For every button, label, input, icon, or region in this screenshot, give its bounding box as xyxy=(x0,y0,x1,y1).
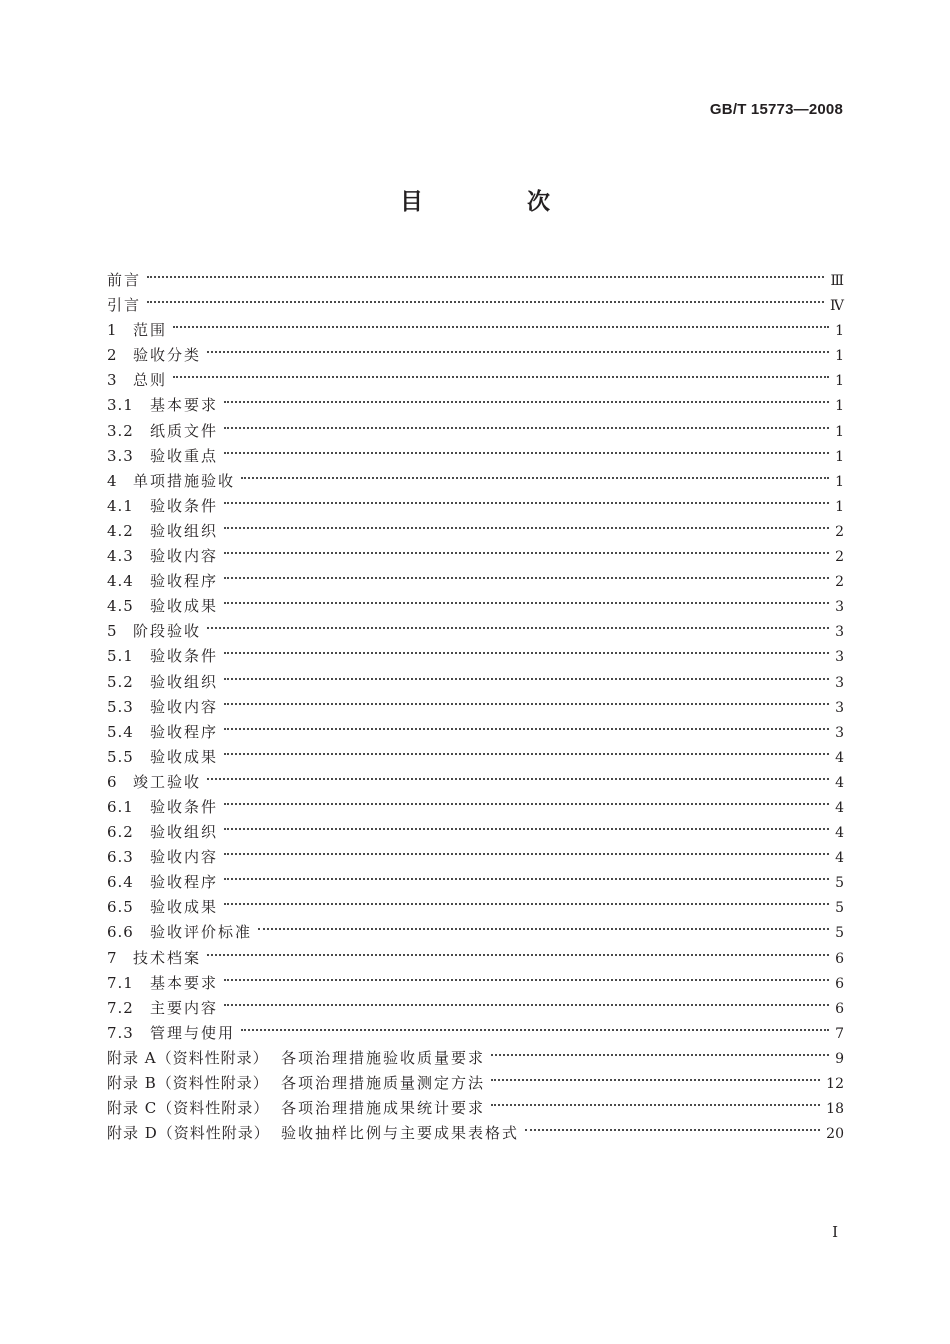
toc-entry-page: 3 xyxy=(835,699,844,716)
toc-entry-label: 验收程序 xyxy=(150,572,219,591)
toc-entry-page: 1 xyxy=(835,448,844,465)
dot-leader xyxy=(207,611,829,636)
toc-entry-label: 各项治理措施成果统计要求 xyxy=(281,1099,486,1118)
toc-entry-label: 管理与使用 xyxy=(150,1023,236,1042)
toc-entry-number: 3.1 xyxy=(107,396,134,415)
toc-entry-label: 各项治理措施质量测定方法 xyxy=(281,1074,486,1092)
dot-leader xyxy=(224,586,829,611)
toc-entry-page: 1 xyxy=(835,498,844,515)
toc-entry[interactable] xyxy=(107,787,844,816)
toc-entry-label: 验收成果 xyxy=(150,597,219,616)
toc-entry[interactable] xyxy=(107,360,844,390)
toc-entry-label: 总则 xyxy=(133,371,168,390)
toc-entry-label: 验收抽样比例与主要成果表格式 xyxy=(281,1124,520,1143)
toc-entry-label: 纸质文件 xyxy=(150,421,219,440)
toc-entry-label: 验收成果 xyxy=(150,747,219,766)
toc-entry-number: 2 xyxy=(107,346,118,365)
toc-entry-label: 验收分类 xyxy=(133,346,202,365)
toc-entry-page: 4 xyxy=(835,749,844,766)
toc-entry[interactable] xyxy=(107,762,844,791)
toc-entry-page: 1 xyxy=(835,373,844,390)
toc-entry-label: 各项治理措施验收质量要求 xyxy=(281,1048,486,1067)
dot-leader xyxy=(491,1038,829,1063)
toc-entry[interactable] xyxy=(107,310,844,340)
toc-entry-number: 5.4 xyxy=(107,722,134,741)
dot-leader xyxy=(241,1013,829,1038)
toc-entry-label: 验收内容 xyxy=(150,697,219,716)
toc-entry-label: 范围 xyxy=(133,321,168,340)
toc-entry-label: 验收条件 xyxy=(150,496,219,515)
toc-entry-number: 附录 D（资料性附录） xyxy=(107,1124,270,1143)
toc-entry-page: 3 xyxy=(835,674,844,691)
toc-entry-number: 4.1 xyxy=(107,496,134,515)
dot-leader xyxy=(224,988,829,1013)
toc-entry-page: 9 xyxy=(835,1050,844,1067)
toc-entry-number: 附录 B（资料性附录） xyxy=(107,1074,269,1092)
dot-leader xyxy=(147,285,824,310)
toc-entry-label: 验收成果 xyxy=(150,898,219,917)
toc-entry-page: 4 xyxy=(835,850,844,867)
dot-leader xyxy=(224,862,829,887)
toc-entry-label: 基本要求 xyxy=(150,396,219,415)
toc-entry-page: 2 xyxy=(835,523,844,540)
toc-entry-number: 5.2 xyxy=(107,672,134,691)
toc-entry-page: 6 xyxy=(835,1000,844,1017)
dot-leader xyxy=(224,687,829,712)
toc-entry-page: 1 xyxy=(835,473,844,490)
toc-entry-page: 6 xyxy=(835,975,844,992)
toc-entry-page: 1 xyxy=(835,423,844,440)
dot-leader xyxy=(224,385,829,410)
table-of-contents xyxy=(107,260,844,1143)
toc-entry-number: 6.4 xyxy=(107,873,134,892)
toc-entry-page: 4 xyxy=(835,799,844,816)
toc-entry[interactable] xyxy=(107,335,844,365)
dot-leader xyxy=(207,335,829,360)
toc-entry-number: 4.2 xyxy=(107,521,134,540)
toc-entry-number: 6.5 xyxy=(107,898,134,917)
toc-entry[interactable] xyxy=(107,611,844,641)
toc-entry-page: 6 xyxy=(835,950,844,967)
dot-leader xyxy=(224,662,829,687)
toc-entry-number: 7.1 xyxy=(107,973,134,992)
toc-entry-label: 验收条件 xyxy=(150,797,219,816)
toc-entry-label: 验收条件 xyxy=(150,647,219,666)
toc-entry-page: 5 xyxy=(835,875,844,892)
dot-leader xyxy=(207,938,829,963)
toc-entry-number: 3.3 xyxy=(107,446,134,465)
toc-entry[interactable] xyxy=(107,938,844,967)
dot-leader xyxy=(147,260,824,285)
toc-entry-label: 单项措施验收 xyxy=(133,471,236,490)
toc-entry-label: 技术档案 xyxy=(133,948,202,967)
toc-entry-page: 3 xyxy=(835,624,844,641)
toc-entry-page: 7 xyxy=(835,1025,844,1042)
dot-leader xyxy=(491,1063,820,1088)
toc-entry-page: 4 xyxy=(835,825,844,842)
toc-entry-number: 7.3 xyxy=(107,1023,134,1042)
toc-entry-page: 20 xyxy=(826,1126,844,1143)
toc-entry-number: 7.2 xyxy=(107,998,134,1017)
toc-entry-number: 5.3 xyxy=(107,697,134,716)
toc-entry-number: 7 xyxy=(107,948,118,967)
toc-entry-number: 4.3 xyxy=(107,547,134,566)
toc-entry-label: 验收组织 xyxy=(150,521,219,540)
dot-leader xyxy=(224,411,829,436)
toc-entry-label: 验收重点 xyxy=(150,446,219,465)
toc-entry-label: 基本要求 xyxy=(150,973,219,992)
toc-entry-label: 验收内容 xyxy=(150,547,219,566)
toc-entry-number: 5.1 xyxy=(107,647,134,666)
dot-leader xyxy=(224,511,829,536)
dot-leader xyxy=(224,636,829,661)
toc-entry-number: 4.4 xyxy=(107,572,134,591)
dot-leader xyxy=(224,486,829,511)
dot-leader xyxy=(173,310,829,335)
dot-leader xyxy=(258,912,829,937)
toc-entry-page: 5 xyxy=(835,925,844,942)
toc-entry-page: 2 xyxy=(835,574,844,591)
toc-entry-page: 1 xyxy=(835,348,844,365)
dot-leader xyxy=(224,737,829,762)
toc-entry[interactable] xyxy=(107,385,844,415)
toc-entry-number: 4 xyxy=(107,471,118,490)
dot-leader xyxy=(207,762,829,787)
page-title: 目 次 xyxy=(399,188,598,215)
toc-entry-label: 引言 xyxy=(107,296,142,315)
toc-entry-label: 竣工验收 xyxy=(133,772,202,791)
dot-leader xyxy=(224,561,829,586)
toc-entry-label: 验收组织 xyxy=(150,823,219,842)
dot-leader xyxy=(224,536,829,561)
toc-entry-page: 12 xyxy=(826,1076,844,1092)
toc-entry-page: 5 xyxy=(835,900,844,917)
dot-leader xyxy=(224,887,829,912)
toc-entry-label: 验收评价标准 xyxy=(150,923,253,942)
toc-entry-page: 1 xyxy=(835,323,844,340)
toc-entry-number: 4.5 xyxy=(107,597,134,616)
page-number: I xyxy=(832,1223,838,1241)
dot-leader xyxy=(224,812,829,837)
toc-entry-number: 3 xyxy=(107,371,118,390)
toc-entry[interactable] xyxy=(107,285,844,315)
toc-entry[interactable] xyxy=(107,636,844,666)
dot-leader xyxy=(224,837,829,862)
dot-leader xyxy=(224,436,829,461)
toc-entry[interactable] xyxy=(107,260,844,289)
toc-entry-page: Ⅳ xyxy=(830,298,844,315)
dot-leader xyxy=(491,1088,820,1113)
toc-entry-label: 前言 xyxy=(107,271,142,289)
toc-entry-label: 验收程序 xyxy=(150,722,219,741)
toc-entry-page: Ⅲ xyxy=(830,273,844,289)
toc-entry-number: 6.2 xyxy=(107,823,134,842)
toc-entry-page: 2 xyxy=(835,549,844,566)
dot-leader xyxy=(224,787,829,812)
toc-entry-label: 验收程序 xyxy=(150,873,219,892)
dot-leader xyxy=(173,360,829,385)
toc-entry-number: 5.5 xyxy=(107,747,134,766)
dot-leader xyxy=(224,963,829,988)
toc-entry-number: 6.3 xyxy=(107,848,134,867)
toc-entry-number: 附录 A（资料性附录） xyxy=(107,1048,269,1067)
dot-leader xyxy=(224,712,829,737)
toc-entry-label: 阶段验收 xyxy=(133,622,202,641)
dot-leader xyxy=(241,461,829,486)
toc-entry-number: 附录 C（资料性附录） xyxy=(107,1099,270,1118)
standard-code: GB/T 15773—2008 xyxy=(709,101,843,118)
toc-entry-page: 1 xyxy=(835,398,844,415)
toc-entry-label: 验收组织 xyxy=(150,672,219,691)
toc-entry-number: 6 xyxy=(107,772,118,791)
toc-entry-page: 3 xyxy=(835,599,844,616)
toc-entry-number: 6.6 xyxy=(107,923,134,942)
toc-entry-number: 6.1 xyxy=(107,797,134,816)
toc-entry-number: 3.2 xyxy=(107,421,134,440)
toc-entry-label: 主要内容 xyxy=(150,998,219,1017)
toc-entry[interactable] xyxy=(107,963,844,992)
toc-entry-page: 18 xyxy=(826,1101,844,1118)
toc-entry-label: 验收内容 xyxy=(150,848,219,867)
toc-entry-number: 5 xyxy=(107,622,118,641)
toc-entry-page: 4 xyxy=(835,774,844,791)
dot-leader xyxy=(525,1113,820,1138)
toc-entry-page: 3 xyxy=(835,649,844,666)
toc-entry-page: 3 xyxy=(835,724,844,741)
toc-entry-number: 1 xyxy=(107,321,118,340)
